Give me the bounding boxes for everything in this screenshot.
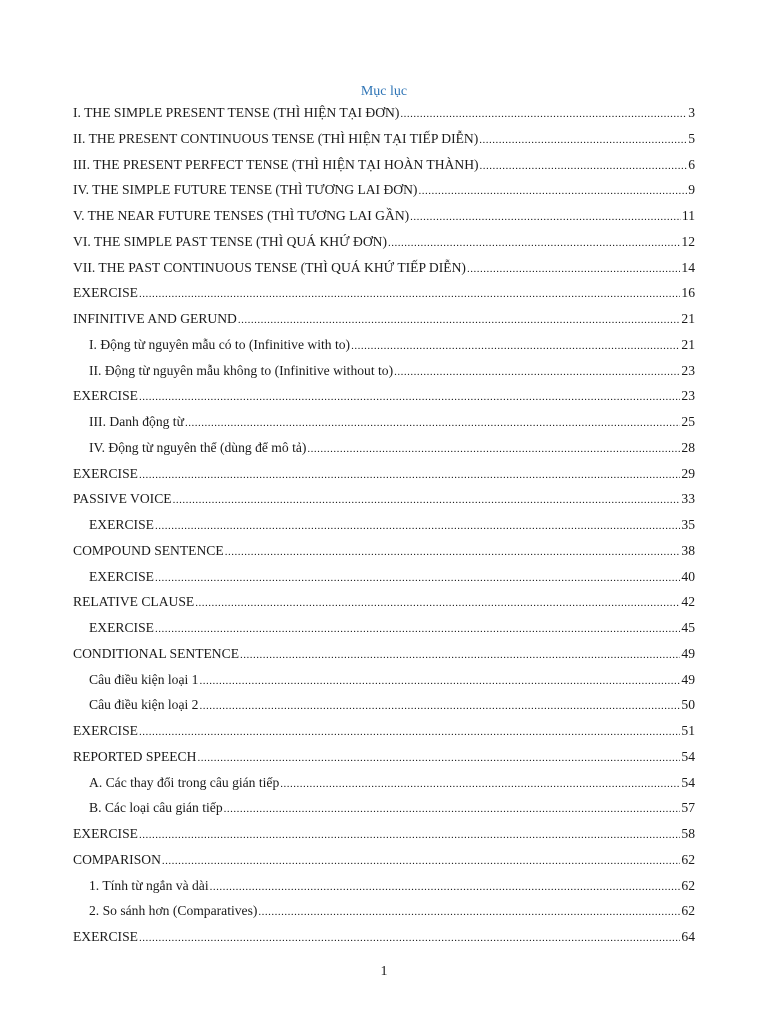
toc-dot-leader bbox=[258, 900, 680, 926]
toc-entry[interactable] bbox=[73, 589, 695, 615]
toc-dot-leader bbox=[388, 231, 680, 257]
toc-entry-page[interactable]: 6 bbox=[688, 156, 695, 172]
toc-dot-leader bbox=[199, 669, 680, 695]
toc-dot-leader bbox=[155, 514, 680, 540]
toc-entry-page[interactable]: 51 bbox=[681, 723, 695, 738]
toc-dot-leader bbox=[155, 566, 680, 592]
toc-dot-leader bbox=[210, 875, 681, 901]
toc-dot-leader bbox=[199, 694, 680, 720]
toc-entry[interactable] bbox=[73, 461, 695, 487]
toc-entry[interactable] bbox=[73, 615, 695, 641]
toc-entry-label[interactable]: EXERCISE bbox=[89, 568, 154, 584]
toc-dot-leader bbox=[139, 463, 680, 489]
toc-entry[interactable] bbox=[73, 770, 695, 796]
toc-entry[interactable] bbox=[73, 409, 695, 435]
toc-entry[interactable] bbox=[73, 564, 695, 590]
toc-entry[interactable] bbox=[73, 358, 695, 384]
toc-entry-label[interactable]: CONDITIONAL SENTENCE bbox=[73, 645, 239, 661]
toc-entry-label[interactable]: EXERCISE bbox=[89, 620, 154, 635]
toc-entry-label[interactable]: EXERCISE bbox=[73, 465, 138, 481]
toc-entry-page[interactable]: 28 bbox=[681, 439, 695, 455]
toc-entry[interactable] bbox=[73, 486, 695, 512]
page-number: 1 bbox=[380, 964, 388, 979]
toc-dot-leader bbox=[225, 540, 681, 566]
toc-entry-label[interactable]: A. Các thay đổi trong câu gián tiếp bbox=[89, 774, 280, 790]
toc-dot-leader bbox=[139, 926, 680, 952]
toc-entry[interactable] bbox=[73, 847, 695, 873]
toc-entry-label[interactable]: RELATIVE CLAUSE bbox=[73, 594, 195, 610]
toc-entry[interactable] bbox=[73, 512, 695, 538]
toc-entry[interactable] bbox=[73, 641, 695, 667]
toc-entry-page[interactable]: 33 bbox=[681, 491, 695, 507]
toc-dot-leader bbox=[280, 772, 680, 798]
toc-entry[interactable] bbox=[73, 667, 695, 693]
toc-dot-leader bbox=[224, 797, 681, 823]
toc-entry-label[interactable]: INFINITIVE AND GERUND bbox=[73, 311, 237, 326]
toc-entry[interactable] bbox=[73, 795, 695, 821]
toc-dot-leader bbox=[139, 720, 680, 746]
toc-entry[interactable] bbox=[73, 203, 695, 229]
toc-entry-page[interactable]: 38 bbox=[681, 542, 695, 558]
toc-entry[interactable] bbox=[73, 152, 695, 178]
toc-entry-label[interactable]: II. THE PRESENT CONTINUOUS TENSE (THÌ HIỆN TẠI TIẾP DIỄN) bbox=[73, 130, 479, 146]
toc-entry-label[interactable]: Câu điều kiện loại 1 bbox=[89, 671, 199, 687]
toc-entry-label[interactable]: 2. So sánh hơn (Comparatives) bbox=[89, 903, 258, 919]
toc-entry[interactable] bbox=[73, 383, 695, 409]
toc-entry[interactable] bbox=[73, 538, 695, 564]
toc-entry-page[interactable]: 54 bbox=[681, 748, 695, 764]
toc-dot-leader bbox=[155, 617, 680, 643]
toc-entry-label[interactable]: III. THE PRESENT PERFECT TENSE (THÌ HIỆN TẠI HOÀN THÀNH) bbox=[73, 156, 479, 172]
toc-entry-label[interactable]: II. Động từ nguyên mẫu không to (Infinitive without to) bbox=[89, 362, 394, 378]
toc-entry-page[interactable]: 12 bbox=[681, 233, 695, 249]
toc-dot-leader bbox=[139, 823, 680, 849]
toc-entry[interactable] bbox=[73, 692, 695, 718]
toc-entry-label[interactable]: IV. THE SIMPLE FUTURE TENSE (THÌ TƯƠNG LAI ĐƠN) bbox=[73, 182, 418, 198]
toc-entry-page[interactable]: 21 bbox=[681, 311, 695, 326]
toc-entry-page[interactable]: 42 bbox=[681, 594, 695, 610]
toc-entry[interactable] bbox=[73, 100, 695, 126]
toc-entry-label[interactable]: COMPOUND SENTENCE bbox=[73, 542, 224, 558]
toc-entry-label[interactable]: EXERCISE bbox=[73, 929, 138, 944]
toc-entry[interactable] bbox=[73, 177, 695, 203]
toc-entry[interactable] bbox=[73, 126, 695, 152]
toc-entry[interactable] bbox=[73, 821, 695, 847]
toc-dot-leader bbox=[173, 488, 681, 514]
toc-entry-page[interactable]: 23 bbox=[681, 388, 695, 404]
toc-entry-page[interactable]: 49 bbox=[681, 645, 695, 661]
toc-entry-label[interactable]: B. Các loại câu gián tiếp bbox=[89, 800, 223, 816]
toc-dot-leader bbox=[307, 437, 680, 463]
toc-entry-label[interactable]: EXERCISE bbox=[73, 826, 138, 841]
toc-entry[interactable] bbox=[73, 744, 695, 770]
toc-dot-leader bbox=[351, 334, 680, 360]
toc-dot-leader bbox=[195, 591, 680, 617]
toc-entry-label[interactable]: I. THE SIMPLE PRESENT TENSE (THÌ HIỆN TẠI ĐƠN) bbox=[73, 105, 400, 120]
toc-entry[interactable] bbox=[73, 898, 695, 924]
toc-entry[interactable] bbox=[73, 332, 695, 358]
toc-entry-label[interactable]: VII. THE PAST CONTINUOUS TENSE (THÌ QUÁ KHỨ TIẾP DIỄN) bbox=[73, 259, 466, 275]
toc-entry-label[interactable]: IV. Động từ nguyên thể (dùng để mô tả) bbox=[89, 439, 307, 455]
toc-dot-leader bbox=[139, 385, 680, 411]
toc-entry-label[interactable]: VI. THE SIMPLE PAST TENSE (THÌ QUÁ KHỨ ĐƠN) bbox=[73, 233, 388, 249]
toc-entry-label[interactable]: EXERCISE bbox=[89, 517, 154, 532]
toc-entry-page[interactable]: 5 bbox=[688, 130, 695, 146]
toc-dot-leader bbox=[400, 102, 687, 128]
toc-entry-label[interactable]: EXERCISE bbox=[73, 723, 138, 738]
toc-dot-leader bbox=[410, 205, 681, 231]
toc-dot-leader bbox=[240, 643, 680, 669]
toc-entry-label[interactable]: Câu điều kiện loại 2 bbox=[89, 697, 199, 713]
toc-entry-label[interactable]: EXERCISE bbox=[73, 285, 138, 301]
toc-dot-leader bbox=[238, 308, 681, 334]
toc-dot-leader bbox=[480, 154, 688, 180]
toc-entry[interactable] bbox=[73, 280, 695, 306]
toc-entry-page[interactable]: 54 bbox=[681, 774, 695, 790]
toc-entry-page[interactable]: 40 bbox=[681, 568, 695, 584]
toc-entry-page[interactable]: 62 bbox=[681, 877, 695, 893]
table-of-contents bbox=[73, 100, 695, 950]
toc-entry-page[interactable]: 29 bbox=[681, 465, 695, 481]
toc-entry[interactable] bbox=[73, 306, 695, 332]
toc-dot-leader bbox=[418, 179, 687, 205]
toc-entry-page[interactable]: 11 bbox=[681, 208, 695, 223]
toc-entry-page[interactable]: 58 bbox=[681, 826, 695, 841]
toc-entry-page[interactable]: 23 bbox=[681, 362, 695, 378]
toc-entry-page[interactable]: 45 bbox=[681, 620, 695, 635]
toc-dot-leader bbox=[139, 282, 680, 308]
toc-entry-page[interactable]: 50 bbox=[681, 697, 695, 713]
toc-dot-leader bbox=[394, 360, 680, 386]
toc-entry-label[interactable]: REPORTED SPEECH bbox=[73, 748, 197, 764]
toc-dot-leader bbox=[479, 128, 687, 154]
toc-entry-label[interactable]: V. THE NEAR FUTURE TENSES (THÌ TƯƠNG LAI GẦN) bbox=[73, 208, 410, 223]
toc-entry-label[interactable]: COMPARISON bbox=[73, 851, 161, 867]
toc-dot-leader bbox=[467, 257, 680, 283]
toc-dot-leader bbox=[197, 746, 680, 772]
toc-entry-page[interactable]: 3 bbox=[688, 105, 695, 120]
toc-entry-page[interactable]: 62 bbox=[681, 851, 695, 867]
toc-entry-page[interactable]: 49 bbox=[681, 671, 695, 687]
toc-dot-leader bbox=[162, 849, 681, 875]
toc-entry-page[interactable]: 62 bbox=[681, 903, 695, 919]
toc-entry[interactable] bbox=[73, 718, 695, 744]
toc-entry-label[interactable]: 1. Tính từ ngắn và dài bbox=[89, 877, 209, 893]
toc-entry-label[interactable]: I. Động từ nguyên mẫu có to (Infinitive with to) bbox=[89, 336, 351, 352]
toc-entry[interactable] bbox=[73, 255, 695, 281]
toc-entry-page[interactable]: 16 bbox=[681, 285, 695, 301]
toc-entry-page[interactable]: 21 bbox=[681, 336, 695, 352]
toc-entry-page[interactable]: 35 bbox=[681, 517, 695, 532]
toc-entry[interactable] bbox=[73, 873, 695, 899]
toc-entry-page[interactable]: 64 bbox=[681, 929, 695, 944]
toc-entry-page[interactable]: 57 bbox=[681, 800, 695, 816]
toc-entry-page[interactable]: 25 bbox=[681, 414, 695, 429]
toc-entry-page[interactable]: 9 bbox=[688, 182, 695, 198]
toc-entry-label[interactable]: EXERCISE bbox=[73, 388, 138, 404]
toc-entry-label[interactable]: III. Danh động từ bbox=[89, 414, 184, 429]
toc-entry[interactable] bbox=[73, 924, 695, 950]
toc-entry[interactable] bbox=[73, 435, 695, 461]
toc-entry[interactable] bbox=[73, 229, 695, 255]
toc-entry-label[interactable]: PASSIVE VOICE bbox=[73, 491, 172, 507]
toc-dot-leader bbox=[185, 411, 680, 437]
toc-title: Mục lục bbox=[360, 84, 408, 99]
toc-entry-page[interactable]: 14 bbox=[681, 259, 695, 275]
